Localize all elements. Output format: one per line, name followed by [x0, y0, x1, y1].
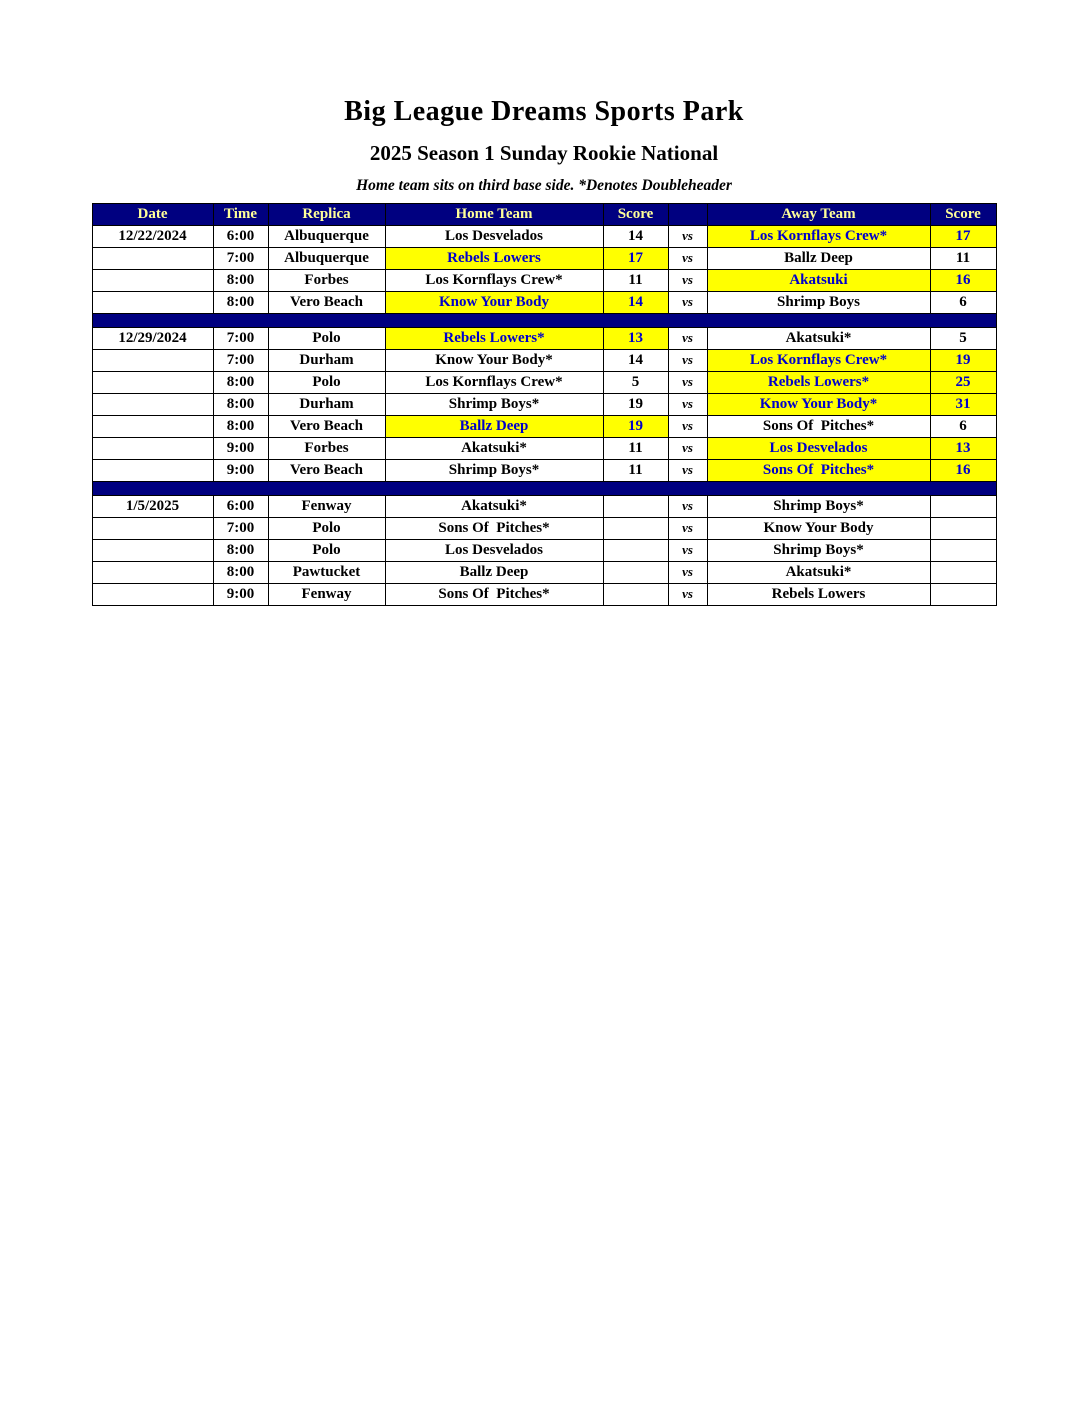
- home-score-cell: [603, 584, 668, 606]
- home-team-cell: Los Kornflays Crew*: [385, 372, 603, 394]
- away-team-cell: Know Your Body*: [707, 394, 930, 416]
- time-cell: 9:00: [213, 460, 268, 482]
- away-team-cell: Los Kornflays Crew*: [707, 350, 930, 372]
- away-team-cell: Know Your Body: [707, 518, 930, 540]
- home-score-cell: 17: [603, 248, 668, 270]
- vs-cell: vs: [668, 562, 707, 584]
- date-cell: [92, 518, 213, 540]
- home-score-cell: 13: [603, 328, 668, 350]
- date-cell: [92, 460, 213, 482]
- away-score-cell: 17: [930, 226, 996, 248]
- home-team-cell: Los Kornflays Crew*: [385, 270, 603, 292]
- replica-cell: Vero Beach: [268, 292, 385, 314]
- header-home-score: Score: [603, 204, 668, 226]
- replica-cell: Polo: [268, 328, 385, 350]
- home-score-cell: 11: [603, 438, 668, 460]
- header-date: Date: [92, 204, 213, 226]
- date-cell: [92, 540, 213, 562]
- replica-cell: Durham: [268, 350, 385, 372]
- home-team-cell: Shrimp Boys*: [385, 460, 603, 482]
- game-row: [92, 518, 996, 540]
- time-cell: 8:00: [213, 562, 268, 584]
- game-row: [92, 226, 996, 248]
- away-team-cell: Shrimp Boys: [707, 292, 930, 314]
- away-score-cell: 13: [930, 438, 996, 460]
- game-row: [92, 394, 996, 416]
- game-row: [92, 248, 996, 270]
- date-cell: 12/22/2024: [92, 226, 213, 248]
- date-cell: [92, 438, 213, 460]
- replica-cell: Polo: [268, 518, 385, 540]
- separator-bar: [92, 482, 996, 496]
- vs-cell: vs: [668, 270, 707, 292]
- vs-cell: vs: [668, 350, 707, 372]
- away-score-cell: [930, 496, 996, 518]
- away-score-cell: [930, 584, 996, 606]
- replica-cell: Albuquerque: [268, 248, 385, 270]
- vs-cell: vs: [668, 328, 707, 350]
- away-team-cell: Shrimp Boys*: [707, 540, 930, 562]
- vs-cell: vs: [668, 372, 707, 394]
- time-cell: 7:00: [213, 350, 268, 372]
- date-cell: [92, 350, 213, 372]
- home-team-cell: Know Your Body: [385, 292, 603, 314]
- time-cell: 6:00: [213, 226, 268, 248]
- date-cell: [92, 394, 213, 416]
- vs-cell: vs: [668, 540, 707, 562]
- replica-cell: Fenway: [268, 496, 385, 518]
- replica-cell: Vero Beach: [268, 416, 385, 438]
- time-cell: 9:00: [213, 438, 268, 460]
- time-cell: 8:00: [213, 270, 268, 292]
- home-score-cell: 19: [603, 416, 668, 438]
- away-score-cell: [930, 518, 996, 540]
- vs-cell: vs: [668, 496, 707, 518]
- game-row: [92, 350, 996, 372]
- vs-cell: vs: [668, 292, 707, 314]
- date-cell: [92, 584, 213, 606]
- header-time: Time: [213, 204, 268, 226]
- vs-cell: vs: [668, 518, 707, 540]
- date-cell: 12/29/2024: [92, 328, 213, 350]
- home-team-cell: Rebels Lowers: [385, 248, 603, 270]
- home-score-cell: 14: [603, 350, 668, 372]
- away-score-cell: 31: [930, 394, 996, 416]
- away-team-cell: Los Desvelados: [707, 438, 930, 460]
- vs-cell: vs: [668, 438, 707, 460]
- home-score-cell: [603, 496, 668, 518]
- replica-cell: Polo: [268, 372, 385, 394]
- away-score-cell: [930, 540, 996, 562]
- header-row: [92, 204, 996, 226]
- home-team-cell: Sons Of Pitches*: [385, 518, 603, 540]
- time-cell: 8:00: [213, 416, 268, 438]
- game-row: [92, 438, 996, 460]
- home-score-cell: [603, 540, 668, 562]
- away-score-cell: 25: [930, 372, 996, 394]
- game-row: [92, 270, 996, 292]
- header-home-team: Home Team: [385, 204, 603, 226]
- home-team-cell: Ballz Deep: [385, 416, 603, 438]
- vs-cell: vs: [668, 416, 707, 438]
- schedule-body: [92, 226, 996, 606]
- separator-bar: [92, 314, 996, 328]
- away-score-cell: 6: [930, 416, 996, 438]
- replica-cell: Forbes: [268, 438, 385, 460]
- time-cell: 8:00: [213, 540, 268, 562]
- home-score-cell: [603, 562, 668, 584]
- game-row: [92, 496, 996, 518]
- game-row: [92, 416, 996, 438]
- away-team-cell: Akatsuki*: [707, 562, 930, 584]
- separator-row: [92, 482, 996, 496]
- home-team-note: Home team sits on third base side. *Denotes Doubleheader: [356, 177, 732, 194]
- date-cell: 1/5/2025: [92, 496, 213, 518]
- away-team-cell: Akatsuki: [707, 270, 930, 292]
- vs-cell: vs: [668, 248, 707, 270]
- home-score-cell: 11: [603, 460, 668, 482]
- date-cell: [92, 372, 213, 394]
- schedule-page: [0, 0, 1088, 606]
- header-away-team: Away Team: [707, 204, 930, 226]
- home-team-cell: Ballz Deep: [385, 562, 603, 584]
- time-cell: 7:00: [213, 518, 268, 540]
- home-score-cell: 19: [603, 394, 668, 416]
- home-team-cell: Rebels Lowers*: [385, 328, 603, 350]
- date-cell: [92, 416, 213, 438]
- vs-cell: vs: [668, 226, 707, 248]
- home-score-cell: 14: [603, 292, 668, 314]
- date-cell: [92, 292, 213, 314]
- game-row: [92, 372, 996, 394]
- time-cell: 6:00: [213, 496, 268, 518]
- schedule-table: [92, 203, 997, 606]
- away-team-cell: Akatsuki*: [707, 328, 930, 350]
- game-row: [92, 584, 996, 606]
- replica-cell: Vero Beach: [268, 460, 385, 482]
- home-team-cell: Sons Of Pitches*: [385, 584, 603, 606]
- away-score-cell: 16: [930, 270, 996, 292]
- time-cell: 8:00: [213, 372, 268, 394]
- away-team-cell: Sons Of Pitches*: [707, 416, 930, 438]
- away-score-cell: 11: [930, 248, 996, 270]
- game-row: [92, 292, 996, 314]
- page-subtitle: 2025 Season 1 Sunday Rookie National: [369, 141, 719, 165]
- date-cell: [92, 248, 213, 270]
- replica-cell: Forbes: [268, 270, 385, 292]
- replica-cell: Durham: [268, 394, 385, 416]
- game-row: [92, 540, 996, 562]
- away-team-cell: Rebels Lowers*: [707, 372, 930, 394]
- home-team-cell: Akatsuki*: [385, 496, 603, 518]
- away-team-cell: Ballz Deep: [707, 248, 930, 270]
- replica-cell: Polo: [268, 540, 385, 562]
- game-row: [92, 460, 996, 482]
- away-score-cell: 5: [930, 328, 996, 350]
- game-row: [92, 328, 996, 350]
- home-score-cell: 5: [603, 372, 668, 394]
- away-team-cell: Shrimp Boys*: [707, 496, 930, 518]
- vs-cell: vs: [668, 584, 707, 606]
- away-score-cell: [930, 562, 996, 584]
- date-cell: [92, 562, 213, 584]
- time-cell: 8:00: [213, 292, 268, 314]
- header-replica: Replica: [268, 204, 385, 226]
- away-score-cell: 16: [930, 460, 996, 482]
- home-score-cell: [603, 518, 668, 540]
- time-cell: 9:00: [213, 584, 268, 606]
- replica-cell: Fenway: [268, 584, 385, 606]
- time-cell: 7:00: [213, 248, 268, 270]
- home-team-cell: Akatsuki*: [385, 438, 603, 460]
- home-score-cell: 14: [603, 226, 668, 248]
- away-team-cell: Sons Of Pitches*: [707, 460, 930, 482]
- home-team-cell: Know Your Body*: [385, 350, 603, 372]
- away-team-cell: Los Kornflays Crew*: [707, 226, 930, 248]
- separator-row: [92, 314, 996, 328]
- header-vs: [668, 204, 707, 226]
- home-team-cell: Los Desvelados: [385, 540, 603, 562]
- time-cell: 7:00: [213, 328, 268, 350]
- away-score-cell: 6: [930, 292, 996, 314]
- home-score-cell: 11: [603, 270, 668, 292]
- header-away-score: Score: [930, 204, 996, 226]
- replica-cell: Albuquerque: [268, 226, 385, 248]
- away-team-cell: Rebels Lowers: [707, 584, 930, 606]
- date-cell: [92, 270, 213, 292]
- home-team-cell: Shrimp Boys*: [385, 394, 603, 416]
- replica-cell: Pawtucket: [268, 562, 385, 584]
- away-score-cell: 19: [930, 350, 996, 372]
- home-team-cell: Los Desvelados: [385, 226, 603, 248]
- game-row: [92, 562, 996, 584]
- page-title: Big League Dreams Sports Park: [344, 96, 744, 127]
- vs-cell: vs: [668, 460, 707, 482]
- vs-cell: vs: [668, 394, 707, 416]
- time-cell: 8:00: [213, 394, 268, 416]
